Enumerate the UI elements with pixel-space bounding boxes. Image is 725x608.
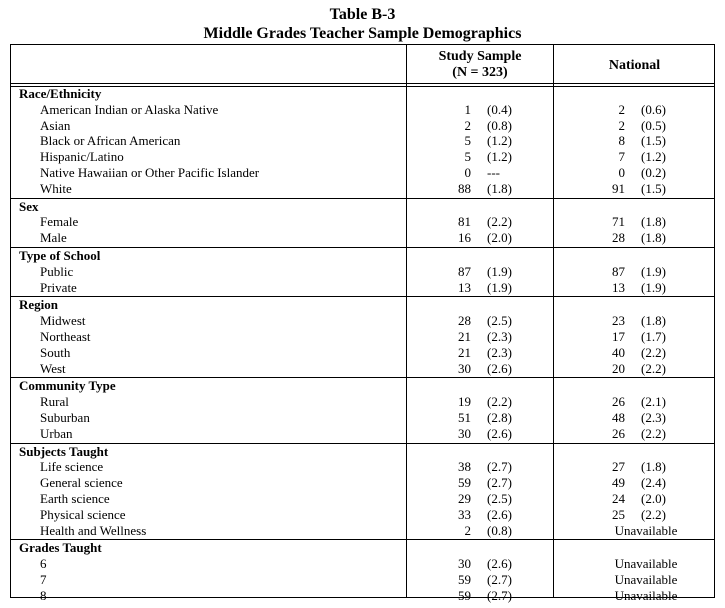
national-percent: 71: [612, 214, 625, 230]
table-row: [11, 394, 714, 410]
section-header: [11, 378, 714, 394]
table-row: [11, 410, 714, 426]
national-standard-error: (2.2): [641, 344, 666, 360]
national-percent: 23: [612, 313, 625, 329]
national-standard-error: (0.5): [641, 117, 666, 133]
study-standard-error: ---: [487, 165, 500, 180]
row-label: Female: [40, 214, 79, 230]
national-unavailable: Unavailable: [614, 572, 678, 587]
table-row: [11, 475, 714, 491]
national-standard-error: (1.2): [641, 149, 666, 165]
study-percent: 19: [458, 394, 471, 410]
row-label: Public: [40, 263, 74, 279]
national-standard-error: (2.2): [641, 425, 666, 441]
study-percent: 2: [464, 117, 471, 133]
table-row: [11, 329, 714, 345]
national-standard-error: (1.9): [641, 263, 666, 279]
section-label: Community Type: [19, 378, 116, 394]
row-label: Black or African American: [40, 133, 181, 149]
row-label: Male: [40, 230, 67, 246]
national-standard-error: (1.5): [641, 133, 666, 149]
row-label: Native Hawaiian or Other Pacific Islander: [40, 165, 260, 180]
national-percent: 17: [612, 329, 625, 344]
table-row: [11, 507, 714, 523]
row-label: General science: [40, 475, 123, 491]
national-percent: 2: [618, 101, 625, 117]
table-row: [11, 572, 714, 588]
table-row: [11, 214, 714, 230]
national-percent: 26: [612, 394, 625, 410]
table-row: [11, 313, 714, 329]
national-percent: 48: [612, 410, 625, 425]
table-row: [11, 264, 714, 280]
study-standard-error: (2.5): [487, 313, 512, 329]
row-label: Hispanic/Latino: [40, 149, 124, 165]
study-standard-error: (1.9): [487, 279, 512, 295]
table-row: [11, 345, 714, 361]
table-row: [11, 523, 714, 539]
national-percent: 2: [618, 117, 625, 133]
study-percent: 59: [458, 475, 471, 491]
table-row: [11, 280, 714, 296]
national-standard-error: (1.7): [641, 329, 666, 344]
national-standard-error: (0.2): [641, 165, 666, 180]
section-header: [11, 86, 714, 102]
row-label: Northeast: [40, 329, 91, 344]
column-header-study-sample: [407, 49, 553, 81]
row-label: 6: [40, 556, 47, 572]
national-percent: 7: [618, 149, 625, 165]
row-label: White: [40, 180, 72, 196]
national-percent: 13: [612, 279, 625, 295]
study-percent: 21: [458, 344, 471, 360]
study-percent: 1: [464, 101, 471, 117]
national-percent: 91: [612, 180, 625, 196]
national-percent: 20: [612, 360, 625, 376]
study-standard-error: (2.3): [487, 329, 512, 344]
study-standard-error: (2.7): [487, 475, 512, 491]
national-standard-error: (1.8): [641, 214, 666, 230]
column-header-study-n: (N = 323): [452, 65, 508, 80]
section-header: [11, 248, 714, 264]
study-standard-error: (2.6): [487, 556, 512, 572]
national-standard-error: (2.2): [641, 506, 666, 522]
row-label: Physical science: [40, 506, 126, 522]
table-row: [11, 361, 714, 377]
study-standard-error: (1.2): [487, 133, 512, 149]
national-percent: 8: [618, 133, 625, 149]
row-label: Urban: [40, 425, 73, 441]
study-percent: 38: [458, 459, 471, 475]
study-standard-error: (0.8): [487, 117, 512, 133]
national-standard-error: (2.1): [641, 394, 666, 410]
study-standard-error: (2.2): [487, 214, 512, 230]
study-percent: 88: [458, 180, 471, 196]
row-label: Private: [40, 279, 77, 295]
table-row: [11, 459, 714, 475]
row-label: Midwest: [40, 313, 86, 329]
national-standard-error: (1.5): [641, 180, 666, 196]
section-header: [11, 444, 714, 460]
study-standard-error: (2.2): [487, 394, 512, 410]
section-label: Race/Ethnicity: [19, 86, 102, 101]
section-label: Region: [19, 297, 58, 313]
section-header: [11, 540, 714, 556]
study-percent: 33: [458, 506, 471, 522]
row-label: Asian: [40, 117, 71, 133]
national-percent: 0: [618, 165, 625, 180]
table-number: Table B-3: [329, 6, 396, 23]
national-standard-error: (0.6): [641, 101, 666, 117]
study-standard-error: (2.7): [487, 587, 512, 603]
national-percent: 25: [612, 506, 625, 522]
study-percent: 87: [458, 263, 471, 279]
table-row: [11, 118, 714, 134]
study-percent: 51: [458, 410, 471, 425]
row-label: Health and Wellness: [40, 522, 147, 538]
section-label: Grades Taught: [19, 540, 102, 556]
study-percent: 13: [458, 279, 471, 295]
national-unavailable: Unavailable: [614, 587, 678, 603]
column-header-study-label: Study Sample: [438, 49, 522, 64]
table-row: [11, 491, 714, 507]
table-row: [11, 133, 714, 149]
table-row: [11, 588, 714, 604]
study-percent: 21: [458, 329, 471, 344]
national-standard-error: (1.8): [641, 459, 666, 475]
national-standard-error: (2.0): [641, 491, 666, 506]
study-standard-error: (1.8): [487, 180, 512, 196]
national-standard-error: (1.9): [641, 279, 666, 295]
section-label: Type of School: [19, 248, 101, 263]
national-standard-error: (1.8): [641, 313, 666, 329]
national-percent: 26: [612, 425, 625, 441]
national-unavailable: Unavailable: [614, 556, 678, 572]
study-standard-error: (1.9): [487, 263, 512, 279]
study-percent: 30: [458, 425, 471, 441]
study-standard-error: (0.8): [487, 522, 512, 538]
study-standard-error: (2.6): [487, 360, 512, 376]
table-row: [11, 230, 714, 246]
study-percent: 29: [458, 491, 471, 506]
study-standard-error: (2.6): [487, 425, 512, 441]
column-header-national: National: [608, 58, 661, 73]
row-label: 8: [40, 587, 47, 603]
section-header: [11, 199, 714, 215]
table-row: [11, 181, 714, 197]
section-header: [11, 297, 714, 313]
study-percent: 5: [464, 149, 471, 165]
table-title: Middle Grades Teacher Sample Demographics: [203, 25, 522, 42]
row-label: Earth science: [40, 491, 110, 506]
section-label: Subjects Taught: [19, 443, 109, 459]
national-percent: 24: [612, 491, 625, 506]
study-standard-error: (2.6): [487, 506, 512, 522]
study-percent: 59: [458, 587, 471, 603]
study-standard-error: (1.2): [487, 149, 512, 165]
study-standard-error: (2.3): [487, 344, 512, 360]
row-label: 7: [40, 572, 47, 587]
table-row: [11, 426, 714, 442]
national-standard-error: (2.4): [641, 475, 666, 491]
national-percent: 27: [612, 459, 625, 475]
row-label: American Indian or Alaska Native: [40, 101, 219, 117]
table-row: [11, 165, 714, 181]
demographics-table: [10, 44, 715, 603]
national-standard-error: (2.3): [641, 410, 666, 425]
study-percent: 59: [458, 572, 471, 587]
study-standard-error: (2.5): [487, 491, 512, 506]
national-standard-error: (2.2): [641, 360, 666, 376]
study-percent: 81: [458, 214, 471, 230]
national-unavailable: Unavailable: [614, 522, 678, 538]
row-label: Suburban: [40, 410, 90, 425]
study-percent: 28: [458, 313, 471, 329]
study-percent: 2: [464, 522, 471, 538]
study-standard-error: (2.8): [487, 410, 512, 425]
national-percent: 49: [612, 475, 625, 491]
row-label: West: [40, 360, 66, 376]
study-percent: 16: [458, 230, 471, 246]
national-standard-error: (1.8): [641, 230, 666, 246]
study-standard-error: (2.0): [487, 230, 512, 246]
national-percent: 28: [612, 230, 625, 246]
row-label: South: [40, 344, 71, 360]
national-percent: 40: [612, 344, 625, 360]
study-percent: 30: [458, 556, 471, 572]
table-row: [11, 556, 714, 572]
row-label: Life science: [40, 459, 104, 475]
study-standard-error: (2.7): [487, 572, 512, 587]
table-row: [11, 149, 714, 165]
section-label: Sex: [19, 198, 39, 214]
study-standard-error: (0.4): [487, 101, 512, 117]
study-percent: 30: [458, 360, 471, 376]
study-percent: 5: [464, 133, 471, 149]
row-label: Rural: [40, 394, 69, 410]
study-standard-error: (2.7): [487, 459, 512, 475]
table-row: [11, 102, 714, 118]
study-percent: 0: [464, 165, 471, 180]
national-percent: 87: [612, 263, 625, 279]
